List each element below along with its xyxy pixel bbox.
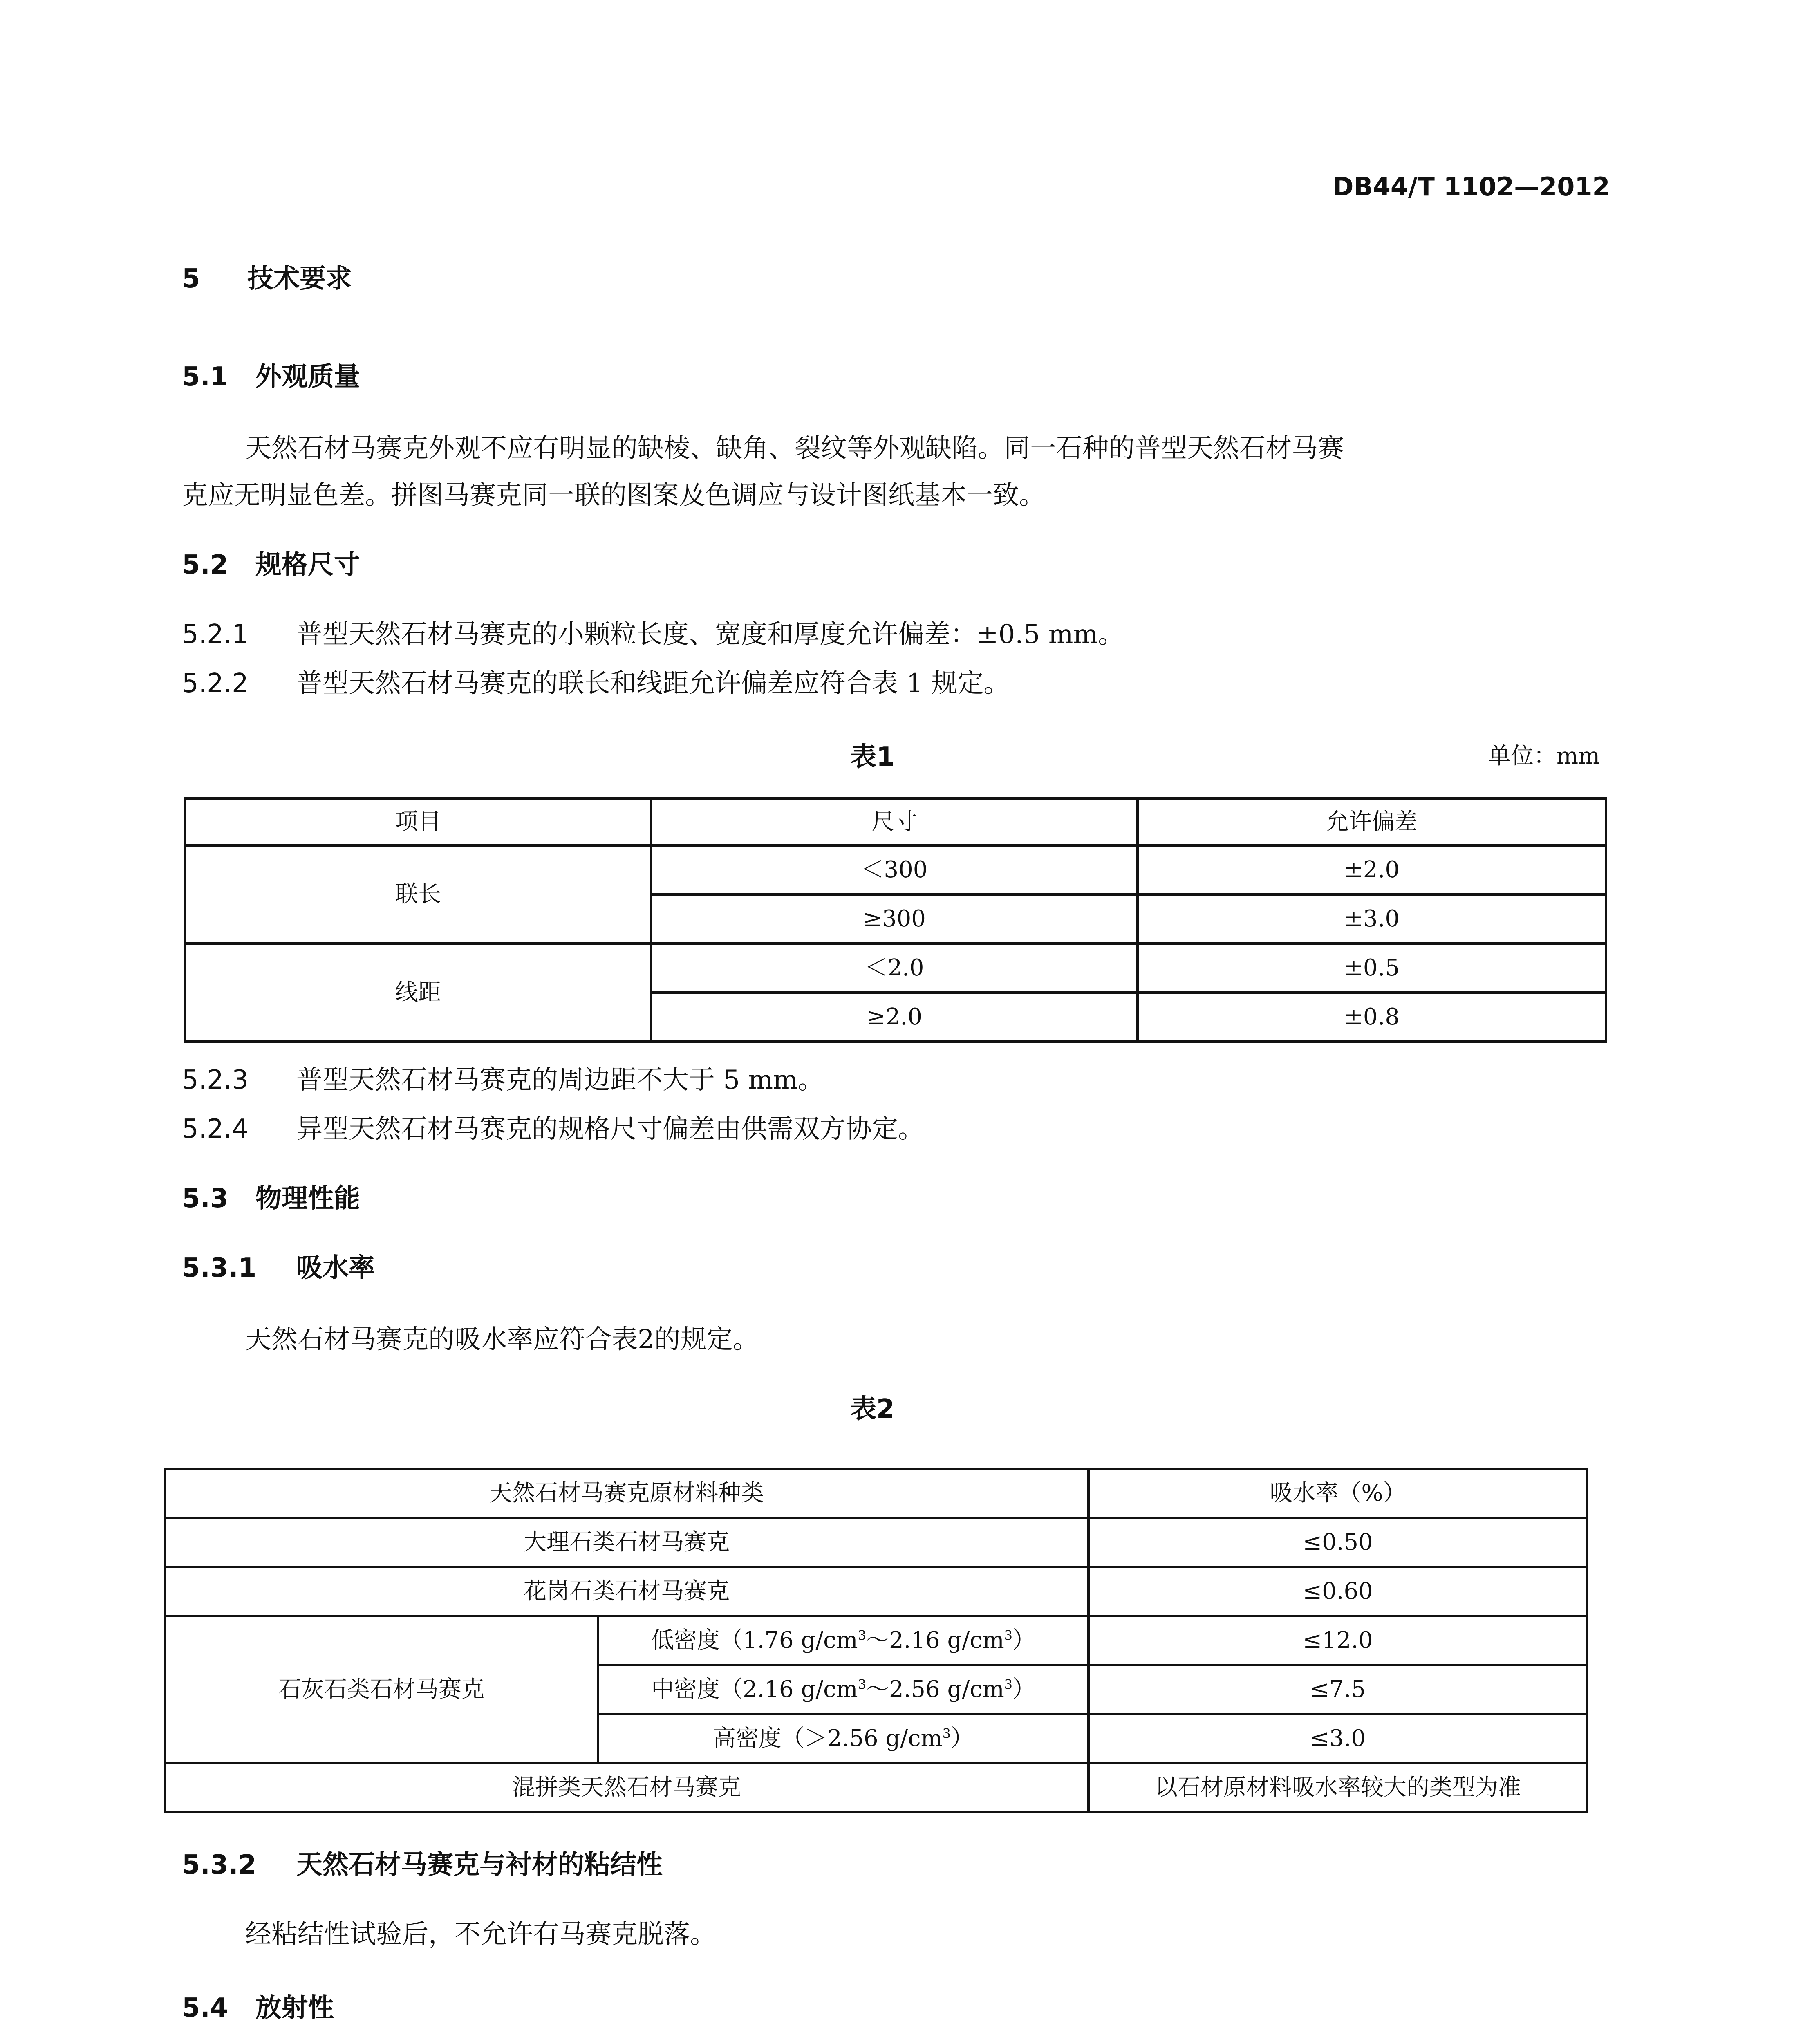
- section-5-1-paragraph-line1: 天然石材马赛克外观不应有明显的缺棱、缺角、裂纹等外观缺陷。同一石种的普型天然石材马赛: [245, 433, 1344, 464]
- section-5-3-heading: [182, 1177, 360, 1215]
- section-title: 天然石材马赛克与衬材的粘结性: [296, 1850, 663, 1880]
- density-text: ～2.56 g/cm: [866, 1676, 1004, 1703]
- document-code: DB44/T 1102—2012: [1333, 172, 1610, 202]
- exponent: 3: [1004, 1627, 1013, 1643]
- clause-5-2-4: [182, 1108, 924, 1145]
- table-1-unit: 单位：mm: [1488, 743, 1600, 769]
- section-5-3-2-heading: [182, 1844, 663, 1881]
- table-row: [185, 845, 1606, 894]
- clause-text: 异型天然石材马赛克的规格尺寸偏差由供需双方协定。: [296, 1114, 924, 1144]
- section-number: 5.3.2: [182, 1850, 257, 1880]
- material-type-cell: 花岗石类石材马赛克: [165, 1567, 1089, 1616]
- absorption-cell: ≤12.0: [1089, 1616, 1587, 1665]
- size-cell: ＜2.0: [651, 944, 1138, 993]
- section-title: 物理性能: [255, 1183, 360, 1214]
- item-cell: 线距: [185, 944, 651, 1042]
- section-number: 5.3.1: [182, 1253, 257, 1283]
- clause-number: 5.2.3: [182, 1065, 249, 1095]
- table-row: [185, 944, 1606, 993]
- density-cell: [598, 1616, 1089, 1665]
- header-cell: 吸水率（%）: [1089, 1469, 1587, 1518]
- tolerance-cell: ±3.0: [1138, 894, 1606, 944]
- table-1: [184, 797, 1607, 1043]
- clause-text: 普型天然石材马赛克的联长和线距允许偏差应符合表 1 规定。: [296, 668, 1010, 699]
- clause-number: 5.2.4: [182, 1114, 249, 1144]
- clause-text: 普型天然石材马赛克的周边距不大于 5 mm。: [296, 1065, 824, 1095]
- tolerance-cell: ±2.0: [1138, 845, 1606, 894]
- section-title: 吸水率: [296, 1253, 375, 1283]
- density-text: 中密度（2.16 g/cm: [651, 1676, 858, 1703]
- table-2-caption: 表2: [850, 1394, 895, 1424]
- section-number: 5.3: [182, 1183, 228, 1214]
- clause-number: 5.2.2: [182, 668, 249, 699]
- exponent: 3: [858, 1627, 866, 1643]
- clause-5-2-1: [182, 613, 1124, 651]
- material-type-cell: 大理石类石材马赛克: [165, 1518, 1089, 1567]
- density-text: ）: [1012, 1676, 1036, 1703]
- table-row: [165, 1567, 1587, 1616]
- table-header-row: [185, 798, 1606, 845]
- absorption-cell: ≤0.50: [1089, 1518, 1587, 1567]
- section-number: 5: [182, 264, 200, 294]
- table-row: [165, 1616, 1587, 1665]
- size-cell: ≥300: [651, 894, 1138, 944]
- density-cell: [598, 1665, 1089, 1714]
- section-title: 技术要求: [247, 264, 352, 294]
- section-title: 规格尺寸: [255, 550, 360, 580]
- material-type-cell: 石灰石类石材马赛克: [165, 1616, 598, 1763]
- table-2: [164, 1468, 1588, 1813]
- absorption-cell: ≤3.0: [1089, 1714, 1587, 1763]
- density-text: ～2.16 g/cm: [866, 1627, 1004, 1654]
- section-5-4-heading: [182, 1987, 334, 2024]
- density-text: 低密度（1.76 g/cm: [651, 1627, 858, 1654]
- clause-5-2-3: [182, 1059, 824, 1096]
- exponent: 3: [858, 1676, 866, 1692]
- clause-text: 普型天然石材马赛克的小颗粒长度、宽度和厚度允许偏差：±0.5 mm。: [296, 619, 1124, 650]
- section-5-3-1-paragraph: 天然石材马赛克的吸水率应符合表2的规定。: [245, 1325, 759, 1355]
- header-cell: 项目: [185, 798, 651, 845]
- table-row: [165, 1763, 1587, 1812]
- item-cell: 联长: [185, 845, 651, 944]
- size-cell: ＜300: [651, 845, 1138, 894]
- section-title: 放射性: [255, 1993, 334, 2023]
- section-title: 外观质量: [255, 362, 360, 392]
- section-5-3-2-paragraph: 经粘结性试验后，不允许有马赛克脱落。: [245, 1919, 716, 1950]
- section-number: 5.4: [182, 1993, 228, 2023]
- exponent: 3: [1004, 1676, 1013, 1692]
- header-cell: 天然石材马赛克原材料种类: [165, 1469, 1089, 1518]
- section-number: 5.2: [182, 550, 228, 580]
- section-5-heading: [182, 258, 352, 295]
- section-5-3-1-heading: [182, 1247, 375, 1284]
- exponent: 3: [942, 1726, 951, 1741]
- density-text: ）: [1012, 1627, 1036, 1654]
- density-text: 高密度（＞2.56 g/cm: [712, 1725, 943, 1752]
- density-cell: [598, 1714, 1089, 1763]
- table-1-caption: 表1: [850, 742, 895, 772]
- table-header-row: [165, 1469, 1587, 1518]
- clause-5-2-2: [182, 662, 1010, 700]
- table-row: [165, 1518, 1587, 1567]
- section-5-1-paragraph-line2: 克应无明显色差。拼图马赛克同一联的图案及色调应与设计图纸基本一致。: [182, 480, 1045, 511]
- absorption-cell: ≤0.60: [1089, 1567, 1587, 1616]
- tolerance-cell: ±0.8: [1138, 993, 1606, 1042]
- header-cell: 尺寸: [651, 798, 1138, 845]
- absorption-cell: ≤7.5: [1089, 1665, 1587, 1714]
- tolerance-cell: ±0.5: [1138, 944, 1606, 993]
- absorption-cell: 以石材原材料吸水率较大的类型为准: [1089, 1763, 1587, 1812]
- section-number: 5.1: [182, 362, 228, 392]
- section-5-1-heading: [182, 356, 360, 393]
- clause-number: 5.2.1: [182, 619, 249, 650]
- header-cell: 允许偏差: [1138, 798, 1606, 845]
- density-text: ）: [951, 1725, 974, 1752]
- section-5-2-heading: [182, 544, 360, 581]
- size-cell: ≥2.0: [651, 993, 1138, 1042]
- material-type-cell: 混拼类天然石材马赛克: [165, 1763, 1089, 1812]
